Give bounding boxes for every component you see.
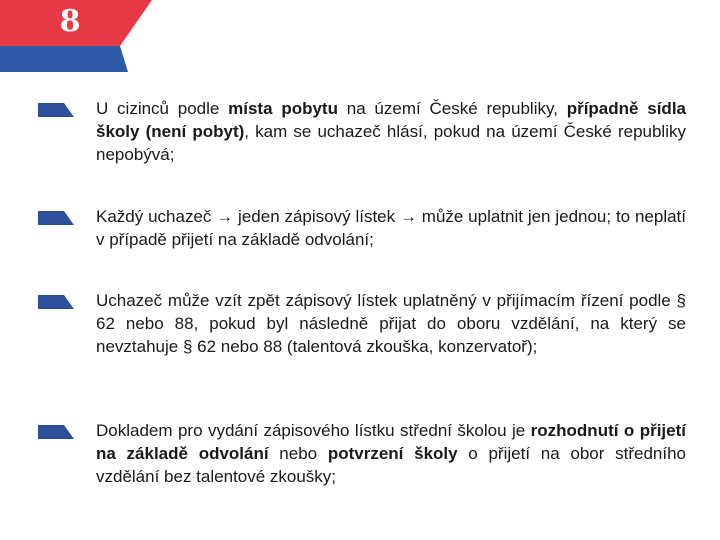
bullet-bold-segment: rozhodnutí o přijetí na základě odvolání [96, 421, 686, 463]
bullet-bold-segment: potvrzení školy [327, 444, 458, 463]
bullet-segment: Uchazeč může vzít zpět zápisový lístek uplatněný v přijímacím řízení podle § 62 nebo 88, pokud byl následně přijat do oboru vzdělání, na který se nevztahuje § 62 nebo 88 (talentová zkouška, konzervatoř); [96, 291, 686, 356]
bullet-segment: U cizinců podle [96, 99, 229, 118]
bullet-segment: o přijetí na obor středního vzdělání bez talentové zkoušky; [96, 444, 686, 486]
bullet-segment: nebo [268, 444, 328, 463]
slide-number: 8 [59, 4, 81, 39]
corner-blue-shape [0, 46, 128, 72]
bullet-segment: Dokladem pro vydání zápisového lístku střední školou je [96, 421, 531, 440]
bullet-segment: na území České republiky, [337, 99, 567, 118]
bullet-marker-icon [38, 295, 74, 309]
bullet-text [96, 97, 686, 166]
bullet-bold-segment: místa pobytu [228, 99, 338, 118]
bullet-marker-icon [38, 211, 74, 225]
bullet-text [96, 289, 686, 358]
bullet-text [96, 205, 686, 251]
bullet-bold-segment: případně sídla školy (není pobyt) [96, 99, 686, 141]
bullet-marker-icon [38, 103, 74, 117]
bullet-segment: , kam se uchazeč hlásí, pokud na území České republiky nepobývá; [96, 122, 686, 164]
bullet-text [96, 419, 686, 488]
bullet-segment: Každý uchazeč → jeden zápisový lístek → může uplatnit jen jednou; to neplatí v případě přijetí na základě odvolání; [96, 207, 686, 249]
bullet-marker-icon [38, 425, 74, 439]
